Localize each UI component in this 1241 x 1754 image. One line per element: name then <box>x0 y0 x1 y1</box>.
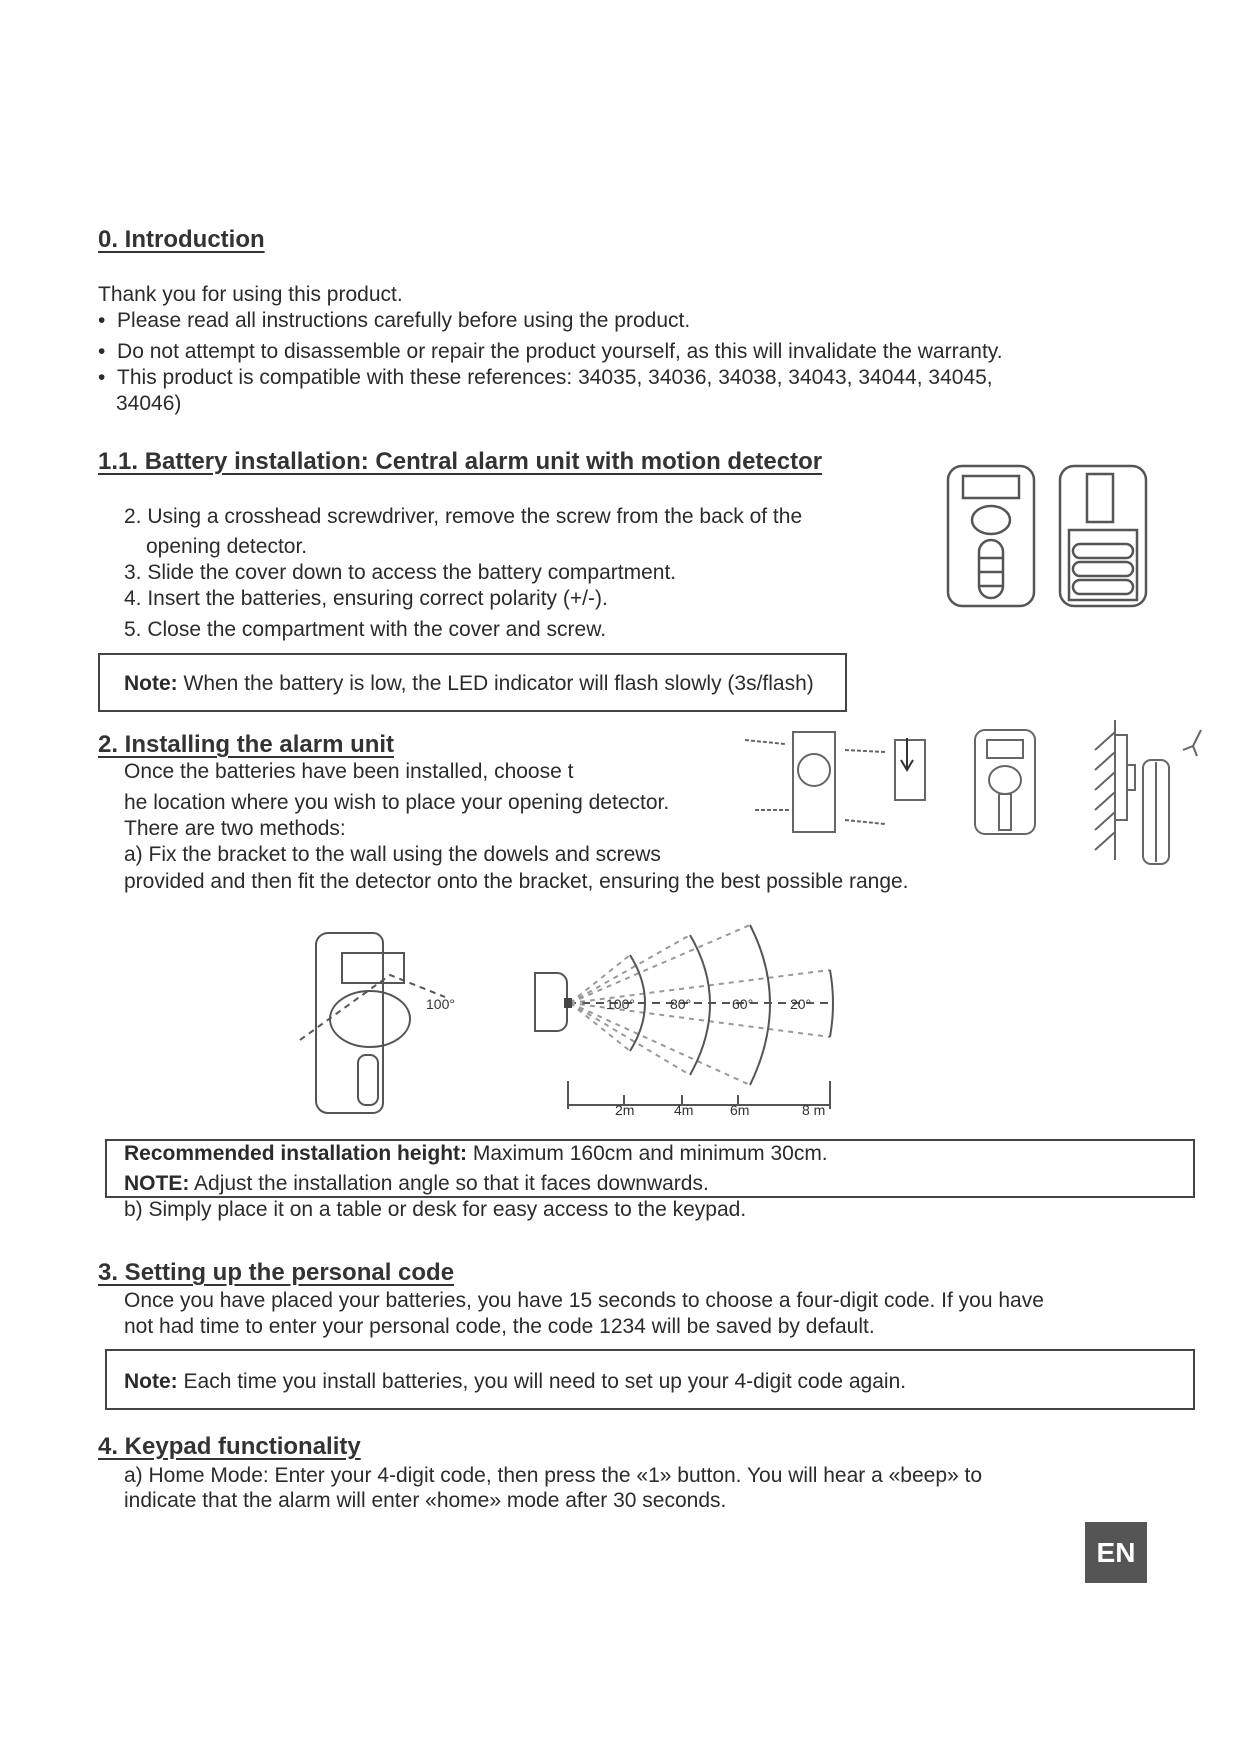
code-line: Once you have placed your batteries, you have 15 seconds to choose a four-digit code. If you have <box>124 1289 1044 1312</box>
intro-bullet: • This product is compatible with these references: 34035, 34036, 34038, 34043, 34044, 34045, <box>98 366 993 389</box>
height-recommendation <box>124 1141 828 1167</box>
code-note <box>124 1369 906 1395</box>
bullet-text: Please read all instructions carefully before using the product. <box>117 309 691 332</box>
bullet-text: Do not attempt to disassemble or repair the product yourself, as this will invalidate the warranty. <box>117 340 1003 363</box>
keypad-line: a) Home Mode: Enter your 4-digit code, then press the «1» button. You will hear a «beep» to <box>124 1464 983 1487</box>
intro-bullet: • Do not attempt to disassemble or repair the product yourself, as this will invalidate the warranty. <box>98 340 1003 363</box>
angle-label: 100° <box>606 996 635 1012</box>
install-line: a) Fix the bracket to the wall using the dowels and screws <box>124 843 661 866</box>
install-line: provided and then fit the detector onto the bracket, ensuring the best possible range. <box>124 870 909 893</box>
code-heading: 3. Setting up the personal code <box>98 1259 455 1286</box>
distance-label: 2m <box>615 1102 635 1118</box>
battery-step: 4. Insert the batteries, ensuring correct polarity (+/-). <box>124 587 608 610</box>
distance-label: 4m <box>674 1102 694 1118</box>
language-tab: EN <box>1085 1522 1147 1583</box>
battery-step: 3. Slide the cover down to access the battery compartment. <box>124 561 677 584</box>
keypad-heading: 4. Keypad functionality <box>98 1433 361 1460</box>
note-label: Note: <box>124 1370 178 1393</box>
intro-heading: 0. Introduction <box>98 226 265 253</box>
angle-label: 60° <box>732 996 754 1012</box>
note-label: NOTE: <box>124 1172 190 1195</box>
install-note <box>124 1171 709 1197</box>
height-label: Recommended installation height: <box>124 1142 468 1165</box>
angle-label: 20° <box>790 996 812 1012</box>
note-text: When the battery is low, the LED indicator will flash slowly (3s/flash) <box>177 672 814 695</box>
install-line: There are two methods: <box>124 817 346 840</box>
intro-bullet-cont: 34046) <box>116 392 182 415</box>
detection-range-diagram <box>290 915 860 1125</box>
note-text: Adjust the installation angle so that it faces downwards. <box>189 1172 709 1195</box>
sensor-mark <box>564 998 572 1008</box>
battery-heading: 1.1. Battery installation: Central alarm unit with motion detector <box>98 448 823 475</box>
battery-step: 5. Close the compartment with the cover and screw. <box>124 618 607 641</box>
device-angle-label: 100° <box>426 996 455 1012</box>
battery-step: opening detector. <box>146 535 308 558</box>
battery-note <box>124 671 814 697</box>
bullet-text: This product is compatible with these references: 34035, 34036, 34038, 34043, 34044, 34045, <box>117 366 993 389</box>
note-label: Note: <box>124 672 178 695</box>
distance-label: 6m <box>730 1102 750 1118</box>
intro-thanks: Thank you for using this product. <box>98 283 403 306</box>
code-line: not had time to enter your personal code, the code 1234 will be saved by default. <box>124 1315 875 1338</box>
battery-device-illustration <box>945 462 1150 612</box>
bracket-mounting-illustration <box>735 710 1205 870</box>
install-line: Once the batteries have been installed, choose t <box>124 760 574 783</box>
angle-label: 80° <box>670 996 692 1012</box>
distance-label: 8 m <box>802 1102 826 1118</box>
note-text: Each time you install batteries, you will need to set up your 4-digit code again. <box>177 1370 907 1393</box>
height-text: Maximum 160cm and minimum 30cm. <box>467 1142 828 1165</box>
install-option-b: b) Simply place it on a table or desk for easy access to the keypad. <box>124 1198 747 1221</box>
keypad-line: indicate that the alarm will enter «home» mode after 30 seconds. <box>124 1489 727 1512</box>
battery-step: 2. Using a crosshead screwdriver, remove the screw from the back of the <box>124 505 803 528</box>
install-heading: 2. Installing the alarm unit <box>98 731 395 758</box>
intro-bullet: • Please read all instructions carefully before using the product. <box>98 309 691 332</box>
install-line: he location where you wish to place your opening detector. <box>124 791 670 814</box>
